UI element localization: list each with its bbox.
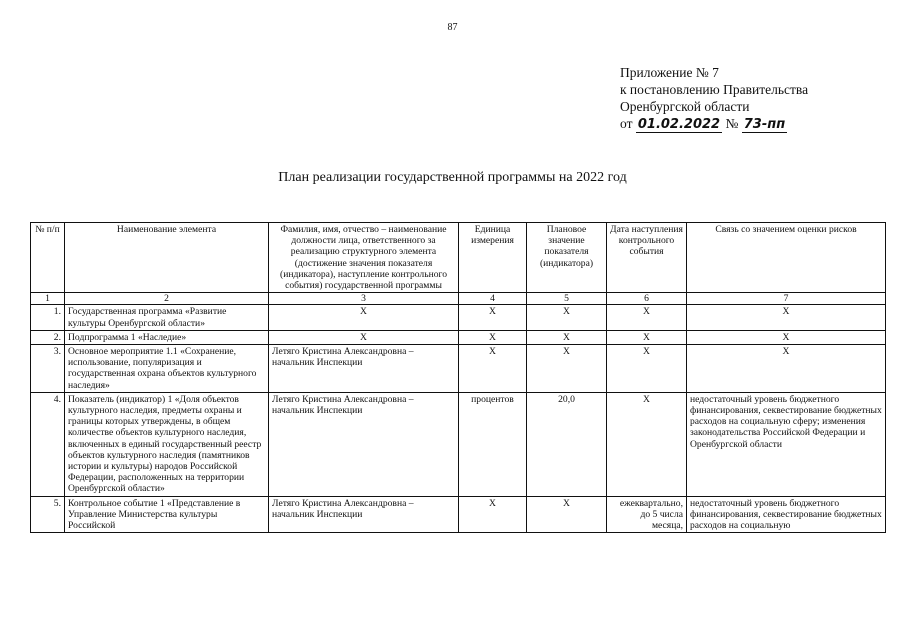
page-number: 87	[447, 22, 458, 33]
appendix-line-2: к постановлению Правительства	[620, 82, 809, 97]
header-num: № п/п	[31, 223, 65, 293]
row-risk: Х	[687, 305, 886, 330]
column-number: 1	[31, 293, 65, 305]
appendix-block	[620, 64, 808, 133]
handwritten-number: 73-пп	[743, 117, 786, 132]
table-row	[31, 392, 886, 496]
row-num: 4.	[31, 392, 65, 496]
row-risk: недостаточный уровень бюджетного финансирования, секвестирование бюджетных расходов на социальную	[687, 496, 886, 533]
row-responsible: Х	[269, 330, 459, 344]
column-number: 7	[687, 293, 886, 305]
column-number-row	[31, 293, 886, 305]
from-label: от	[620, 116, 633, 131]
table-row	[31, 305, 886, 330]
row-date: Х	[607, 392, 687, 496]
row-unit: Х	[459, 330, 527, 344]
row-plan: Х	[527, 496, 607, 533]
row-num: 1.	[31, 305, 65, 330]
header-date: Дата наступления контрольного события	[607, 223, 687, 293]
row-date: Х	[607, 330, 687, 344]
document-title: План реализации государственной программы на 2022 год	[278, 170, 627, 185]
row-responsible: Летяго Кристина Александровна – начальник Инспекции	[269, 345, 459, 393]
row-num: 5.	[31, 496, 65, 533]
column-number: 3	[269, 293, 459, 305]
row-plan: Х	[527, 330, 607, 344]
plan-table	[30, 222, 886, 533]
header-plan: Плановое значение показателя (индикатора)	[527, 223, 607, 293]
row-date: ежеквартально, до 5 числа месяца,	[607, 496, 687, 533]
row-plan: Х	[527, 305, 607, 330]
header-unit: Единица измерения	[459, 223, 527, 293]
column-number: 4	[459, 293, 527, 305]
header-name: Наименование элемента	[65, 223, 269, 293]
row-responsible: Летяго Кристина Александровна – начальник Инспекции	[269, 496, 459, 533]
row-unit: Х	[459, 305, 527, 330]
appendix-line-1: Приложение № 7	[620, 65, 719, 80]
row-name: Основное мероприятие 1.1 «Сохранение, использование, популяризация и государственная охрана объектов культурного наследия»	[65, 345, 269, 393]
table-row	[31, 345, 886, 393]
row-date: Х	[607, 305, 687, 330]
row-name: Показатель (индикатор) 1 «Доля объектов культурного наследия, предметы охраны и границы которых утверждены, в общем количестве объектов культурного наследия, включенных в единый государственный реестр объектов культурного наследия (памятников истории и культуры) народов Российской Федерации, расположенных на территории Оренбургской области»	[65, 392, 269, 496]
column-number: 6	[607, 293, 687, 305]
appendix-line-3: Оренбургской области	[620, 99, 750, 114]
row-unit: Х	[459, 345, 527, 393]
header-row	[31, 223, 886, 293]
row-name: Государственная программа «Развитие культуры Оренбургской области»	[65, 305, 269, 330]
row-unit: Х	[459, 496, 527, 533]
row-name: Подпрограмма 1 «Наследие»	[65, 330, 269, 344]
row-plan: 20,0	[527, 392, 607, 496]
row-responsible: Х	[269, 305, 459, 330]
handwritten-date: 01.02.2022	[637, 117, 721, 132]
row-plan: Х	[527, 345, 607, 393]
number-label: №	[725, 116, 739, 131]
row-risk: Х	[687, 345, 886, 393]
row-date: Х	[607, 345, 687, 393]
header-risk: Связь со значением оценки рисков	[687, 223, 886, 293]
row-risk: Х	[687, 330, 886, 344]
column-number: 5	[527, 293, 607, 305]
table-row	[31, 496, 886, 533]
column-number: 2	[65, 293, 269, 305]
header-responsible: Фамилия, имя, отчество – наименование должности лица, ответственного за реализацию структурного элемента (достижение значения показателя (индикатора), наступление контрольного события) государственной программы	[269, 223, 459, 293]
row-unit: процентов	[459, 392, 527, 496]
row-num: 3.	[31, 345, 65, 393]
row-num: 2.	[31, 330, 65, 344]
row-risk: недостаточный уровень бюджетного финансирования, секвестирование бюджетных расходов на социальную сферу; изменения законодательства Российской Федерации и Оренбургской области	[687, 392, 886, 496]
table-row	[31, 330, 886, 344]
appendix-date-line	[620, 115, 808, 133]
row-name: Контрольное событие 1 «Представление в Управление Министерства культуры Российской	[65, 496, 269, 533]
row-responsible: Летяго Кристина Александровна – начальник Инспекции	[269, 392, 459, 496]
